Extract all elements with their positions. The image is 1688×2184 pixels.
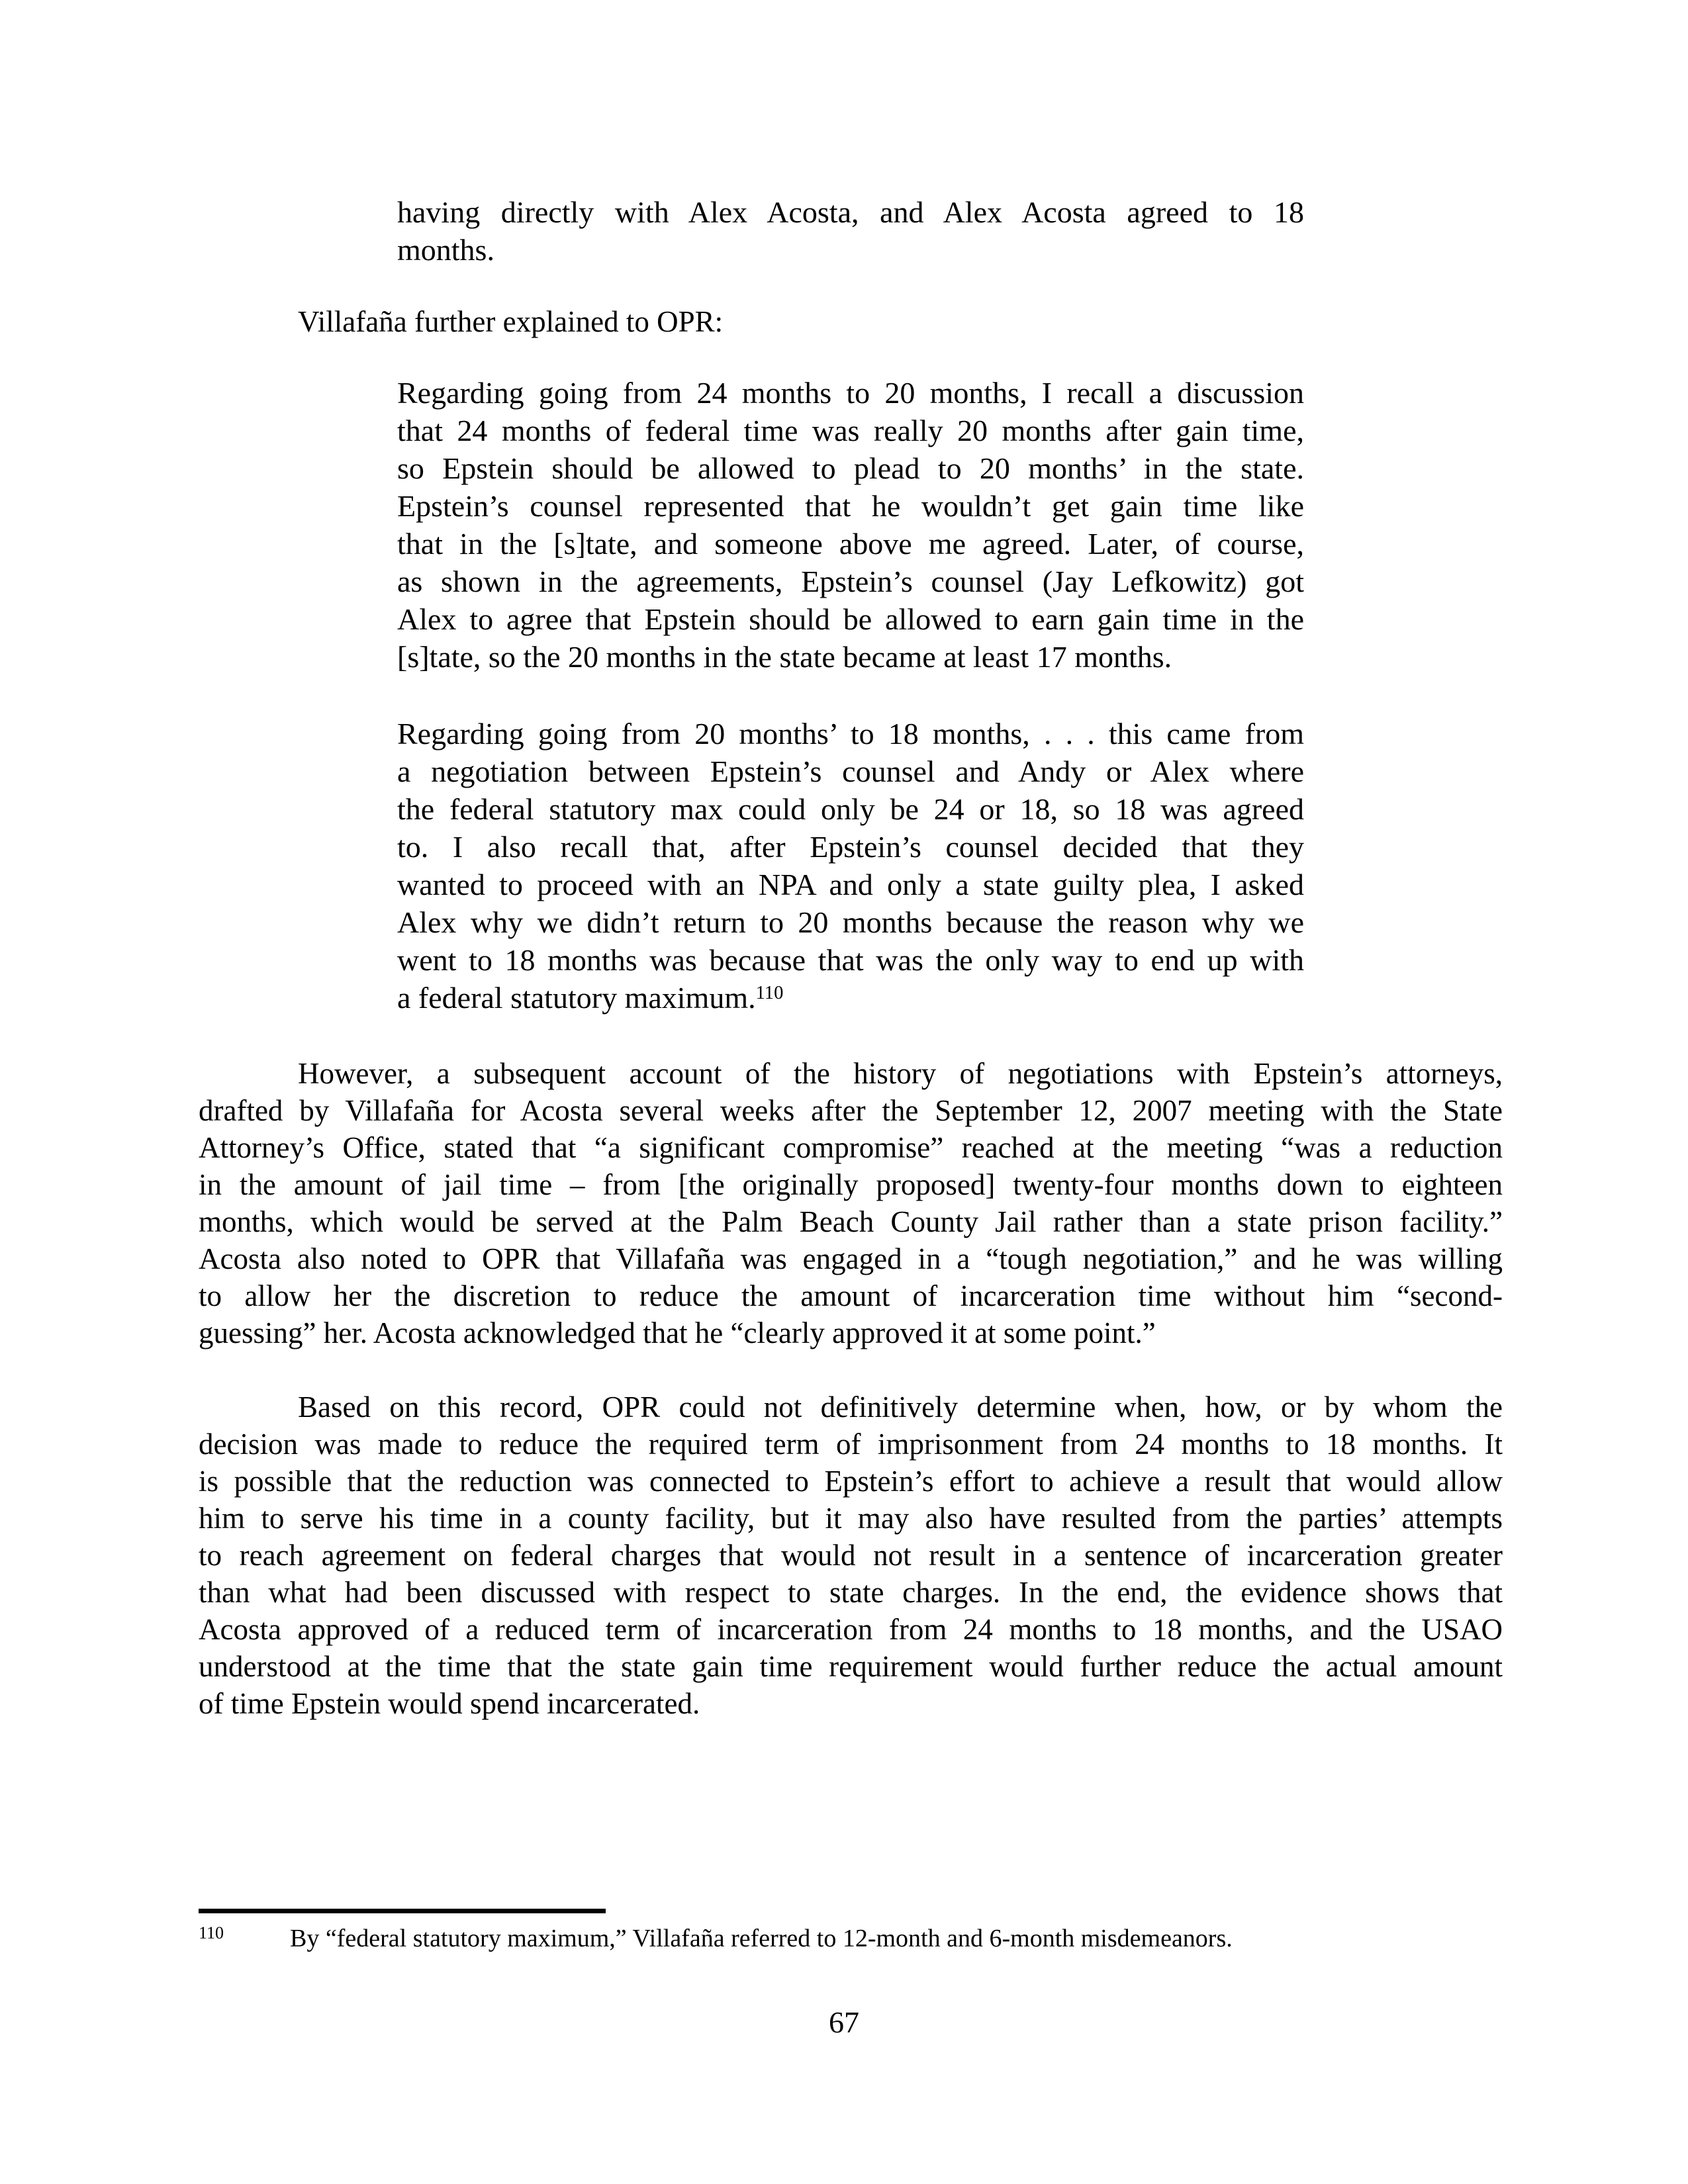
- blockquote-agreed-to-18-months: [397, 193, 1304, 269]
- page-number: 67: [829, 2005, 859, 2039]
- text-line: Based on this record, OPR could not definitively determine when, how, or by whom the: [298, 1390, 1503, 1424]
- footnote-separator: [199, 1909, 606, 1913]
- footnote-110: [199, 1923, 1503, 1954]
- text-line: of time Epstein would spend incarcerated.: [199, 1687, 700, 1720]
- blockquote-justified-lines: [397, 715, 1304, 979]
- text-line: wanted to proceed with an NPA and only a state guilty plea, I asked: [397, 868, 1304, 901]
- text-line: Alex why we didn’t return to 20 months because the reason why we: [397, 905, 1304, 939]
- text-line: months.: [397, 233, 494, 267]
- paragraph-based-on-this-record: [199, 1388, 1503, 1722]
- text-line: guessing” her. Acosta acknowledged that he “clearly approved it at some point.”: [199, 1316, 1156, 1349]
- text-line: the federal statutory max could only be 24 or 18, so 18 was agreed: [397, 792, 1304, 826]
- text-line: that in the [s]tate, and someone above me agreed. Later, of course,: [397, 527, 1304, 561]
- text-line: in the amount of jail time – from [the originally proposed] twenty-four months down to eighteen: [199, 1168, 1503, 1201]
- text-line: having directly with Alex Acosta, and Alex Acosta agreed to 18: [397, 195, 1304, 229]
- footnote-text: By “federal statutory maximum,” Villafaña referred to 12-month and 6-month misdemeanors.: [290, 1925, 1233, 1952]
- text-line: a negotiation between Epstein’s counsel and Andy or Alex where: [397, 754, 1304, 788]
- text-line: drafted by Villafaña for Acosta several weeks after the September 12, 2007 meeting with the State: [199, 1094, 1503, 1127]
- text-line: as shown in the agreements, Epstein’s counsel (Jay Lefkowitz) got: [397, 565, 1304, 598]
- footnote-reference-110: 110: [755, 983, 784, 1003]
- text-line: Epstein’s counsel represented that he wouldn’t get gain time like: [397, 489, 1304, 523]
- text-line: Alex to agree that Epstein should be allowed to earn gain time in the: [397, 602, 1304, 636]
- text-line: Attorney’s Office, stated that “a significant compromise” reached at the meeting “was a reduction: [199, 1131, 1503, 1164]
- blockquote-20-to-18-months: [397, 715, 1304, 1017]
- text-line: so Epstein should be allowed to plead to 20 months’ in the state.: [397, 451, 1304, 485]
- text-line: him to serve his time in a county facility, but it may also have resulted from the parties’ attempts: [199, 1502, 1503, 1535]
- text-line: understood at the time that the state gain time requirement would further reduce the actual amount: [199, 1650, 1503, 1683]
- text-line: Acosta also noted to OPR that Villafaña was engaged in a “tough negotiation,” and he was willing: [199, 1242, 1503, 1275]
- blockquote-24-to-20-months: [397, 374, 1304, 676]
- text-line: decision was made to reduce the required term of imprisonment from 24 months to 18 months. It: [199, 1428, 1503, 1461]
- text-line: Villafaña further explained to OPR:: [298, 305, 724, 338]
- text-line: than what had been discussed with respect to state charges. In the end, the evidence shows that: [199, 1576, 1503, 1609]
- text-line: to reach agreement on federal charges that would not result in a sentence of incarceration greater: [199, 1539, 1503, 1572]
- text-line: that 24 months of federal time was really 20 months after gain time,: [397, 414, 1304, 447]
- paragraph-villafana-intro: [199, 303, 1503, 340]
- paragraph-however-subsequent-account: [199, 1055, 1503, 1351]
- text-line: to. I also recall that, after Epstein’s counsel decided that they: [397, 830, 1304, 864]
- text-line: [s]tate, so the 20 months in the state became at least 17 months.: [397, 640, 1172, 674]
- text-line: Regarding going from 24 months to 20 months, I recall a discussion: [397, 376, 1304, 410]
- footnote-number: 110: [199, 1923, 224, 1942]
- blockquote-last-line-text: a federal statutory maximum.: [397, 981, 756, 1015]
- text-line: is possible that the reduction was connected to Epstein’s effort to achieve a result that would allow: [199, 1465, 1503, 1498]
- text-line: Acosta approved of a reduced term of incarceration from 24 months to 18 months, and the USAO: [199, 1613, 1503, 1646]
- text-line: to allow her the discretion to reduce the amount of incarceration time without him “second-: [199, 1279, 1503, 1312]
- text-line: went to 18 months was because that was the only way to end up with: [397, 943, 1304, 977]
- text-line: months, which would be served at the Palm Beach County Jail rather than a state prison facility.”: [199, 1205, 1503, 1238]
- text-line: Regarding going from 20 months’ to 18 months, . . . this came from: [397, 717, 1304, 751]
- blockquote-last-line: [397, 979, 1304, 1017]
- text-line: However, a subsequent account of the history of negotiations with Epstein’s attorneys,: [298, 1057, 1503, 1090]
